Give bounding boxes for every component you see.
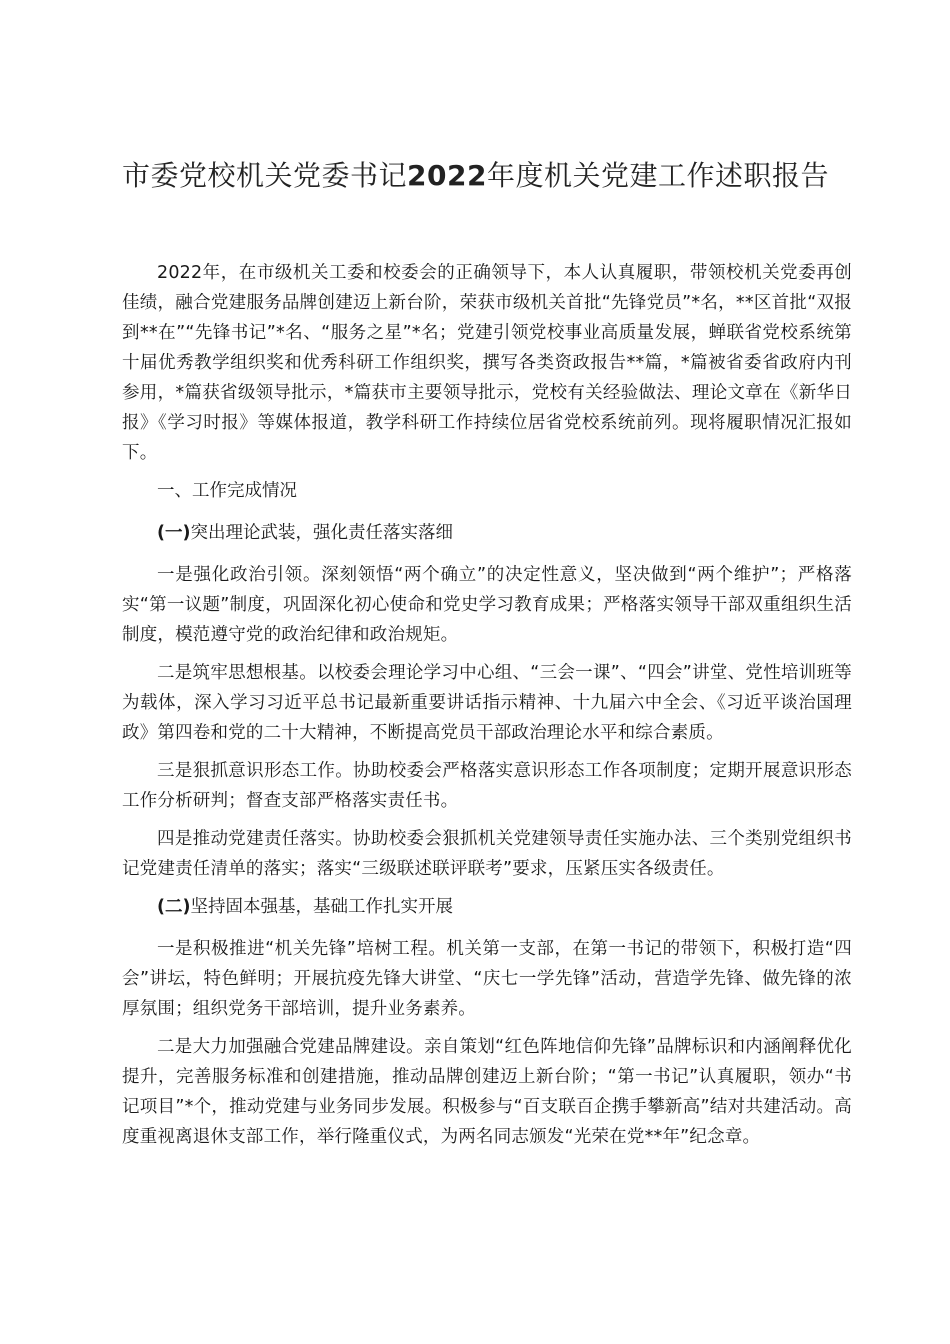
intro-paragraph: 2022年，在市级机关工委和校委会的正确领导下，本人认真履职，带领校机关党委再创佳绩，融合党建服务品牌创建迈上新台阶，荣获市级机关首批“先锋党员”*名，**区首批“双报到**在”“先锋书记”*名、“服务之星”*名；党建引领党校事业高质量发展，蝉联省党校系统第十届优秀教学组织奖和优秀科研工作组织奖，撰写各类资政报告**篇，*篇被省委省政府内刊参用，*篇获省级领导批示，*篇获市主要领导批示，党校有关经验做法、理论文章在《新华日报》《学习时报》等媒体报道，教学科研工作持续位居省党校系统前列。现将履职情况汇报如下。: [122, 263, 852, 463]
subsection-text-1: 突出理论武装，强化责任落实落细: [190, 523, 453, 543]
section-heading-1: 一、工作完成情况: [157, 481, 297, 501]
title-suffix: 年度机关党建工作述职报告: [486, 159, 829, 192]
paragraph-political-guidance: 一是强化政治引领。深刻领悟“两个确立”的决定性意义，坚决做到“两个维护”；严格落实“第一议题”制度，巩固深化初心使命和党史学习教育成果；严格落实领导干部双重组织生活制度，模范遵守党的政治纪律和政治规矩。: [122, 565, 852, 645]
subsection-number-2: (二): [157, 897, 191, 917]
title-prefix: 市委党校机关党委书记: [122, 159, 408, 192]
document-body: [122, 258, 852, 1160]
subsection-heading-2: [122, 892, 852, 922]
paragraph-ideology-work: 三是狠抓意识形态工作。协助校委会严格落实意识形态工作各项制度；定期开展意识形态工作分析研判；督查支部严格落实责任书。: [122, 761, 852, 811]
subsection-number-1: (一): [157, 523, 191, 543]
subsection-heading-1: [122, 518, 852, 548]
paragraph-vanguard-project: 一是积极推进“机关先锋”培树工程。机关第一支部，在第一书记的带领下，积极打造“四会”讲坛，特色鲜明；开展抗疫先锋大讲堂、“庆七一学先锋”活动，营造学先锋、做先锋的浓厚氛围；组织党务干部培训，提升业务素养。: [122, 939, 852, 1019]
paragraph-brand-building: 二是大力加强融合党建品牌建设。亲自策划“红色阵地信仰先锋”品牌标识和内涵阐释优化提升，完善服务标准和创建措施，推动品牌创建迈上新台阶；“第一书记”认真履职，领办“书记项目”*个，推动党建与业务同步发展。积极参与“百支联百企携手攀新高”结对共建活动。高度重视离退休支部工作，举行隆重仪式，为两名同志颁发“光荣在党**年”纪念章。: [122, 1037, 852, 1147]
paragraph-ideological-foundation: 二是筑牢思想根基。以校委会理论学习中心组、“三会一课”、“四会”讲堂、党性培训班等为载体，深入学习习近平总书记最新重要讲话指示精神、十九届六中全会、《习近平谈治国理政》第四卷和党的二十大精神，不断提高党员干部政治理论水平和综合素质。: [122, 663, 852, 743]
document-title: [122, 150, 842, 202]
subsection-text-2: 坚持固本强基，基础工作扎实开展: [190, 897, 453, 917]
title-year: 2022: [407, 159, 487, 192]
paragraph-party-responsibility: 四是推动党建责任落实。协助校委会狠抓机关党建领导责任实施办法、三个类别党组织书记党建责任清单的落实；落实“三级联述联评联考”要求，压紧压实各级责任。: [122, 829, 852, 879]
